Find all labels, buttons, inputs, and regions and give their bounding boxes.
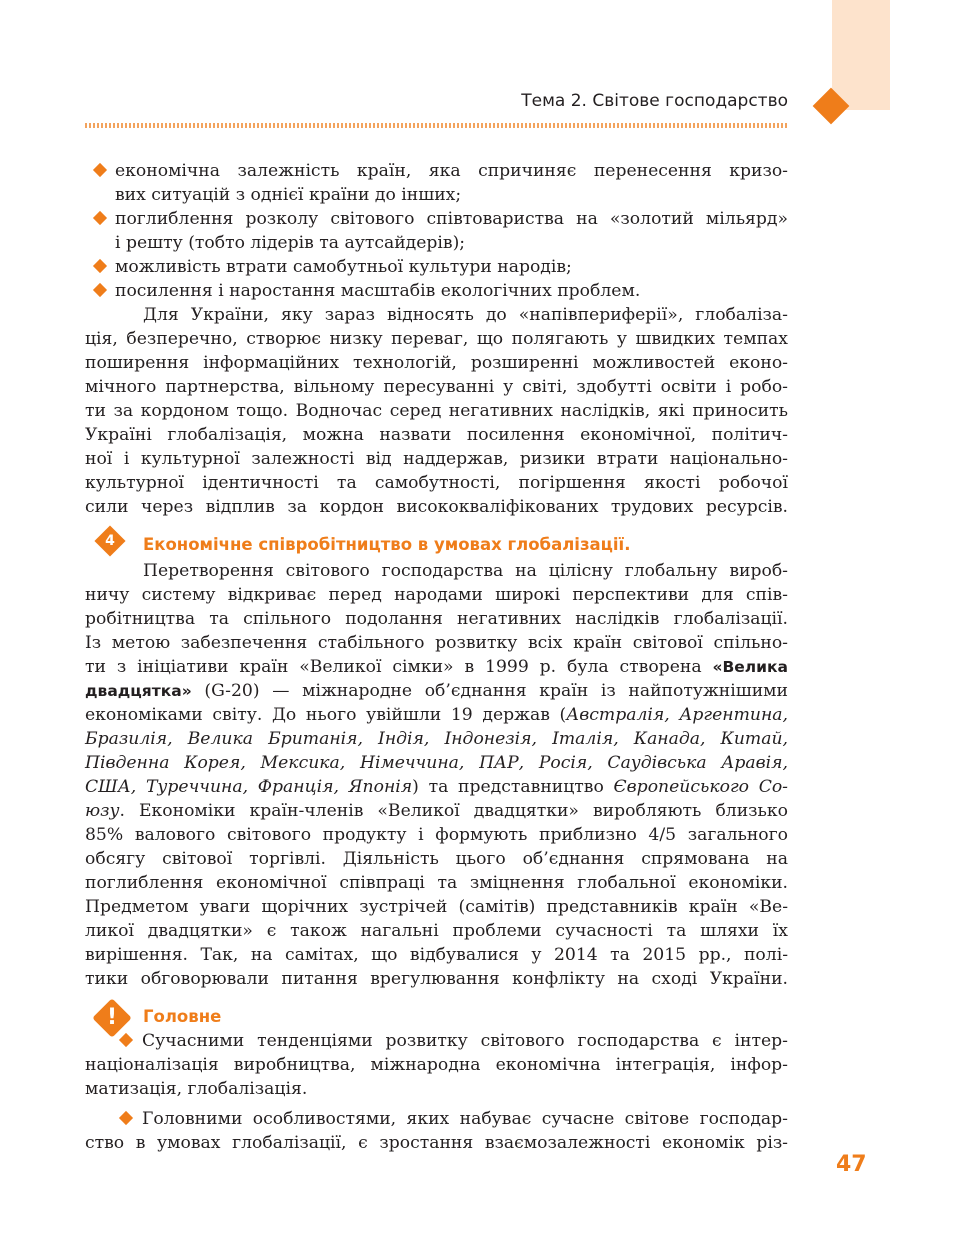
g20-term: двадцятка» — [85, 682, 192, 700]
g20-paragraph: Перетворення світового господарства на цілісну глобальну вироб- ничу систему відкриває перед народами широкі перспективи для спів- робітництва та спільного подолання негативних наслідків глобалізації. Із метою забезпечення стабільного розвитку всіх країн світової спільно- ти з ініціативи країн «Великої сімки» в 1999 р. була створена «Велика двадцятка» (G-20) — міжнародне об’єднання країн із найпотужнішими економіками світу. До нього увійшли 19 держав (Австралія, Аргентина, Бразилія, Велика Британія, Індія, Індонезія, Італія, Канада, Китай, Південна Корея, Мексика, Німеччина, ПАР, Росія, Саудівська Аравія, США, Туреччина, Франція, Японія) та представництво Європейського Со- юзу. Економіки країн-членів «Великої двадцятки» виробляють близько 85% валового світового продукту і формують приблизно 4/5 загального обсягу світової торгівлі. Діяльність цього об’єднання спрямована на поглиблення економічної співпраці та зміцнення глобальної економіки. Предметом уваги щорічних зустрічей (самітів) представників країн «Ве- ликої двадцятки» є також нагальні проблеми сучасності та шляхи їх вирішення. Так, на самітах, що відбувалися у 2014 та 2015 рр., полі- тики обговорювали питання врегулювання конфлікту на сході України. — [85, 561, 788, 989]
section-number: 4 — [105, 533, 115, 549]
summary-list — [85, 1029, 788, 1155]
exclamation-icon: ! — [93, 999, 131, 1037]
list-item: економічна залежність країн, яка спричиняє перенесення кризо- вих ситуацій з однієї країни до інших; — [85, 159, 788, 207]
list-item: Сучасними тенденціями розвитку світового господарства є інтер- націоналізація виробництва, міжнародна економічна інтеграція, інфор- матизація, глобалізація. — [85, 1031, 788, 1099]
section-title: Економічне співробітництво в умовах глобалізації. — [143, 535, 631, 554]
g20-term: «Велика — [712, 658, 788, 676]
ukraine-paragraph: Для України, яку зараз відносять до «напівпериферії», глобаліза- ція, безперечно, створює низку переваг, що полягають у швидких темпах поширення інформаційних технологій, розширенні можливостей еконо- мічного партнерства, вільному пересуванні у світі, здобутті освіти і робо- ти за кордоном тощо. Водночас серед негативних наслідків, які приносить Україні глобалізація, можна назвати посилення економічної, політич- ної і культурної залежності від наддержав, ризики втрати національно- культурної ідентичності та самобутності, погіршення якості робочої сили через відплив за кордон висококваліфікованих трудових ресурсів. — [85, 305, 788, 517]
bullet-diamond-icon — [93, 163, 107, 177]
header-divider — [85, 123, 788, 128]
list-item: Головними особливостями, яких набуває сучасне світове господар- ство в умовах глобалізації, є зростання взаємозалежності економік різ- — [85, 1109, 788, 1153]
page-content — [85, 159, 788, 1155]
bullet-diamond-icon — [93, 283, 107, 297]
bullet-diamond-icon — [93, 211, 107, 225]
bullet-diamond-icon — [119, 1111, 133, 1125]
list-item: можливість втрати самобутньої культури народів; — [85, 255, 788, 279]
page-number: 47 — [836, 1152, 867, 1177]
summary-title: Головне — [143, 1007, 222, 1026]
section-heading — [85, 533, 788, 557]
bullet-diamond-icon — [93, 259, 107, 273]
corner-tab — [832, 0, 890, 110]
consequences-list — [85, 159, 788, 303]
list-item: посилення і наростання масштабів екологічних проблем. — [85, 279, 788, 303]
summary-heading — [85, 1005, 788, 1029]
running-header: Тема 2. Світове господарство — [521, 91, 788, 111]
list-item: поглиблення розколу світового співтовариства на «золотий мільярд» і решту (тобто лідерів та аутсайдерів); — [85, 207, 788, 255]
